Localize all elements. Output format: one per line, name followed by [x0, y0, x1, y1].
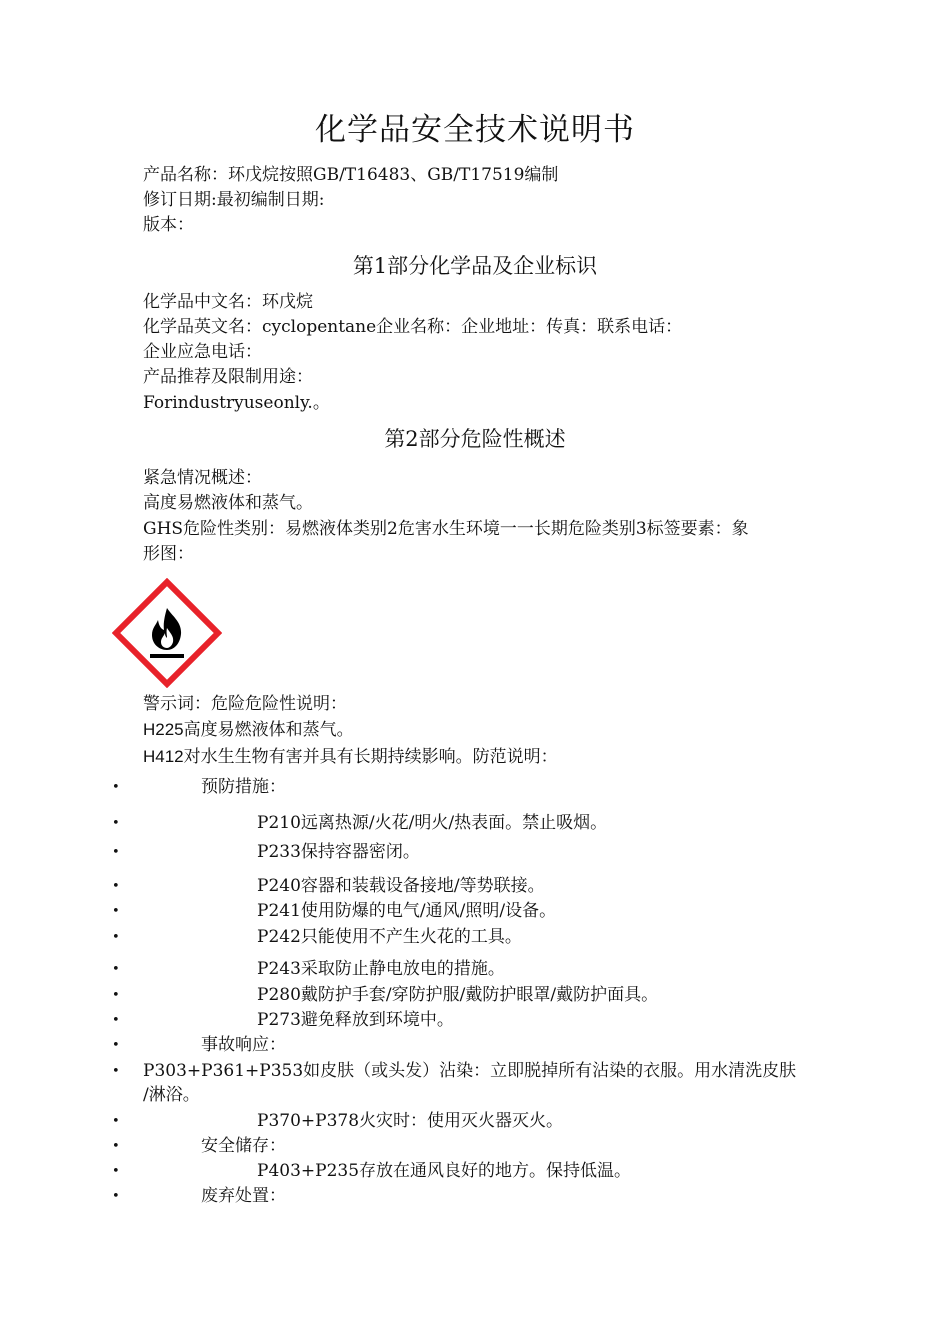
- bullet: •: [112, 780, 120, 795]
- list-item: P240容器和装载设备接地/等势联接。: [257, 876, 545, 896]
- response-heading: 事故响应：: [201, 1035, 286, 1055]
- list-item: P210远离热源/火花/明火/热表面。禁止吸烟。: [257, 813, 608, 833]
- emergency-overview-text: 高度易燃液体和蒸气。: [143, 493, 313, 513]
- ghs-flame-icon: [112, 578, 222, 688]
- list-item: P303+P361+P353如皮肤（或头发）沾染：立即脱掉所有沾染的衣服。用水清洗皮肤: [143, 1061, 797, 1081]
- bullet: •: [112, 904, 120, 919]
- signal-word-line: 警示词：危险危险性说明：: [143, 694, 347, 714]
- h412-text: 对水生生物有害并具有长期持续影响。防范说明：: [183, 747, 558, 767]
- emergency-phone-line: 企业应急电话：: [143, 342, 262, 362]
- bullet: •: [112, 930, 120, 945]
- bullet: •: [112, 988, 120, 1003]
- product-name-line: 产品名称：环戊烷按照GB/T16483、GB/T17519编制: [143, 165, 559, 185]
- english-name-line: 化学品英文名：cyclopentane企业名称：企业地址：传真：联系电话：: [143, 317, 683, 337]
- bullet: •: [112, 1114, 120, 1129]
- section-1-heading: 第1部分化学品及企业标识: [352, 254, 598, 278]
- industry-use-line: Forindustryuseonly.。: [143, 393, 330, 413]
- h412-code: H412: [143, 747, 184, 766]
- bullet: •: [112, 879, 120, 894]
- ghs-category-line: GHS危险性类别：易燃液体类别2危害水生环境一一长期危险类别3标签要素：象: [143, 519, 749, 539]
- h225-text: 高度易燃液体和蒸气。: [183, 720, 354, 740]
- page-title: 化学品安全技术说明书: [315, 112, 635, 148]
- prevention-heading: 预防措施：: [201, 777, 286, 797]
- storage-heading: 安全储存：: [201, 1136, 286, 1156]
- revision-date-line: 修订日期:最初编制日期:: [143, 190, 325, 210]
- list-item: P273避免释放到环境中。: [257, 1010, 454, 1030]
- disposal-heading: 废弃处置：: [201, 1186, 286, 1206]
- list-item-continued: /淋浴。: [143, 1085, 200, 1105]
- version-line: 版本：: [143, 215, 194, 235]
- chinese-name-line: 化学品中文名：环戊烷: [143, 292, 313, 312]
- h225-code: H225: [143, 720, 184, 739]
- list-item: P403+P235存放在通风良好的地方。保持低温。: [257, 1161, 632, 1181]
- section-2-heading: 第2部分危险性概述: [384, 427, 566, 451]
- bullet: •: [112, 1189, 120, 1204]
- list-item: P242只能使用不产生火花的工具。: [257, 927, 522, 947]
- pictogram-label: 形图：: [143, 544, 194, 564]
- list-item: P280戴防护手套/穿防护服/戴防护眼罩/戴防护面具。: [257, 985, 659, 1005]
- h225-statement: [143, 719, 354, 741]
- bullet: •: [112, 962, 120, 977]
- bullet: •: [112, 845, 120, 860]
- recommended-use-line: 产品推荐及限制用途：: [143, 367, 313, 387]
- list-item: P233保持容器密闭。: [257, 842, 420, 862]
- list-item: P241使用防爆的电气/通风/照明/设备。: [257, 901, 557, 921]
- bullet: •: [112, 1064, 120, 1079]
- bullet: •: [112, 1139, 120, 1154]
- list-item: P243采取防止静电放电的措施。: [257, 959, 505, 979]
- h412-statement: [143, 746, 558, 768]
- bullet: •: [112, 1038, 120, 1053]
- bullet: •: [112, 1013, 120, 1028]
- emergency-overview-label: 紧急情况概述：: [143, 468, 262, 488]
- bullet: •: [112, 816, 120, 831]
- list-item: P370+P378火灾时：使用灭火器灭火。: [257, 1111, 564, 1131]
- bullet: •: [112, 1164, 120, 1179]
